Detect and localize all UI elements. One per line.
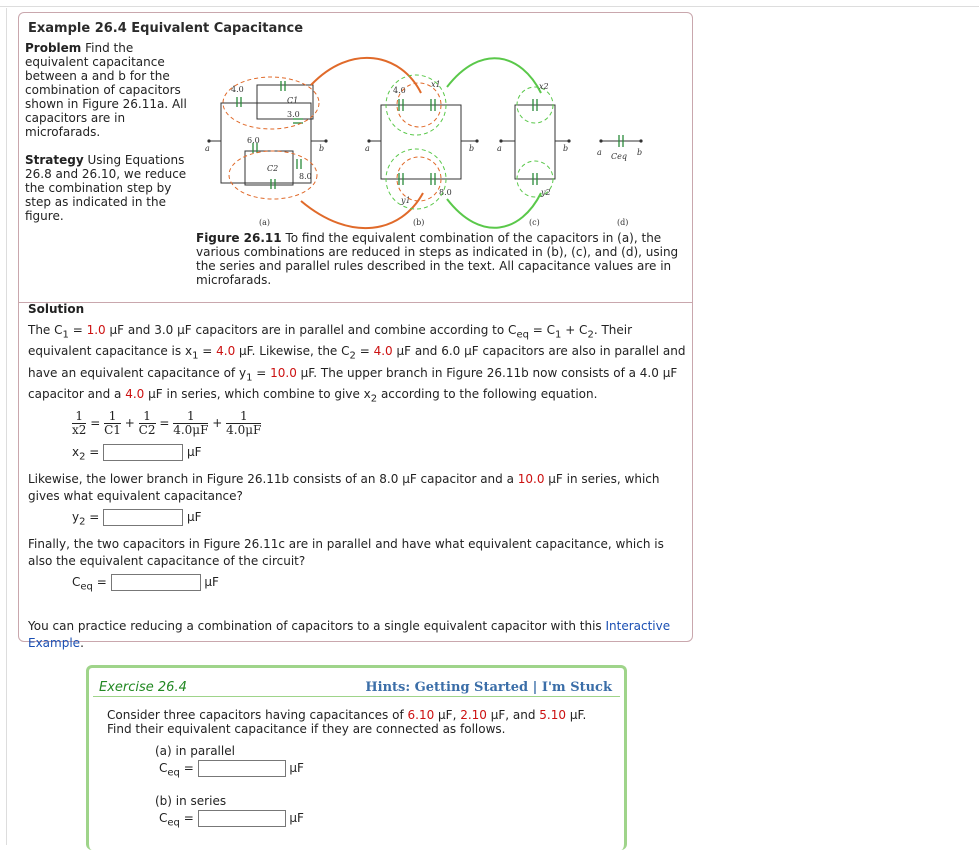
cap-y2-label: y2: [541, 188, 551, 197]
example-title: Example 26.4 Equivalent Capacitance: [28, 21, 304, 36]
eq-term: $\frac{1}{C1}$: [104, 408, 121, 437]
problem-text: Find the equivalent capacitance between a and b for the combination of capacitors shown in Figure 26.11a. All capacitors are in microfarads.: [25, 41, 187, 139]
node-a-label-c: a: [497, 144, 502, 153]
node-dot: [599, 139, 602, 142]
node-dot: [324, 139, 327, 142]
exercise-body: [107, 708, 586, 831]
cap-y1-label: y1: [401, 196, 411, 205]
panel-d-label: (d): [617, 218, 629, 227]
figure-caption: [196, 231, 686, 287]
strategy-text: Using Equations 26.8 and 26.10, we reduce the combination step by step as indicated in the figure.: [25, 153, 187, 223]
x2-input[interactable]: [103, 444, 183, 461]
top-border: [0, 0, 979, 7]
caption-label: Figure 26.11: [196, 231, 282, 245]
node-a-label: a: [205, 144, 210, 153]
cap-c1-label: C1: [287, 96, 299, 105]
problem-label: Problem: [25, 41, 82, 55]
solution-paragraph-3: Finally, the two capacitors in Figure 26.11c are in parallel and have what equivalent capacitance, which is also the equivalent capacitance of the circuit?: [28, 537, 664, 569]
node-dot: [499, 139, 502, 142]
part-a-answer-row: $C_{eq} = \mu F$: [159, 761, 304, 779]
hints-bar: Hints: Getting Started | I'm Stuck: [365, 680, 612, 695]
exercise-box: [86, 665, 627, 850]
solution-title: Solution: [28, 302, 85, 316]
eq-term: $\frac{1}{4.0\mu F}$: [173, 408, 209, 437]
panel-a-label: (a): [259, 218, 271, 227]
example-box: [18, 12, 693, 650]
hints-stuck-link[interactable]: I'm Stuck: [541, 680, 612, 695]
cap-b8-label: 8.0: [439, 188, 452, 197]
x2-answer-row: $x_2 = \mu F$: [72, 444, 202, 462]
part-b-input[interactable]: [198, 810, 286, 827]
node-b-label-b: b: [469, 144, 475, 153]
arrow-y2: [447, 193, 541, 228]
cap-8-label: 8.0: [299, 172, 312, 181]
exercise-title: Exercise 26.4: [99, 680, 187, 695]
solution-section: [28, 301, 688, 652]
node-a-label-d: a: [597, 148, 602, 157]
solution-paragraph-2: Likewise, the lower branch in Figure 26.11b consists of an 8.0 μF capacitor and a 10.0 μF in series, which gives what equivalent capacitance?: [28, 471, 660, 503]
y2-answer-row: $y_2 = \mu F$: [72, 509, 202, 528]
node-a-label-b: a: [365, 144, 370, 153]
node-dot: [475, 139, 478, 142]
node-b-label: b: [319, 144, 325, 153]
caption-text: To find the equivalent combination of the capacitors in (a), the various combinations are reduced in steps as indicated in (b), (c), and (d), using the series and parallel rules described in the text. All capacitance values are in microfarads.: [196, 231, 679, 287]
part-a-input[interactable]: [198, 760, 286, 777]
exercise-prompt-2: Find their equivalent capacitance if they are connected as follows.: [107, 722, 506, 736]
panel-c-label: (c): [529, 218, 540, 227]
problem-strategy-column: [25, 41, 190, 223]
solution-paragraph-1: The $C_1 = 1.0$ μF and 3.0 μF capacitors are in parallel and combine according to $C_{eq} = C_1 + C_2$. Their equivalent capacitance is $x_1 = 4.0$ μF. Likewise, the $C_2 = 4.0$ μF and 6.0 μF capacitors are also in parallel and have an equivalent capacitance of $y_1 = 10.0$ μF. The upper branch in Figure 26.11b now consists of a 4.0 μF capacitor and a 4.0 μF in series, which combine to give $x_2$ according to the following equation.: [28, 323, 686, 405]
cap-c2-label: C2: [267, 164, 279, 173]
part-b-label: (b) in series: [155, 794, 227, 809]
part-a-label: (a) in parallel: [155, 744, 235, 758]
ceq-answer-row: $C_{eq} = \mu F$: [72, 575, 219, 593]
node-dot: [207, 139, 210, 142]
exercise-divider: [93, 696, 620, 697]
cap-x2-label: x2: [539, 82, 549, 91]
eq-term: $\frac{1}{x2}$: [72, 408, 87, 437]
node-dot: [367, 139, 370, 142]
node-b-label-c: b: [563, 144, 569, 153]
eq-term: $\frac{1}{4.0\mu F}$: [226, 408, 262, 437]
cap-4-label: 4.0: [231, 85, 244, 94]
strategy-paragraph: [25, 153, 190, 223]
node-dot: [639, 139, 642, 142]
cap-b4-label: 4.0: [393, 86, 406, 95]
example-problem-section: [19, 37, 692, 303]
arrow-x2: [447, 58, 541, 93]
capacitor-figure: [201, 43, 691, 243]
part-b-answer-row: $C_{eq} = \mu F$: [159, 811, 304, 829]
cap-x1-label: x1: [431, 80, 441, 89]
eq-term: $\frac{1}{C2}$: [138, 408, 156, 437]
cap-ceq-label: Ceq: [611, 152, 627, 161]
left-border: [6, 8, 7, 845]
hints-getting-started-link[interactable]: Hints: Getting Started: [365, 680, 529, 695]
cap-3-label: 3.0: [287, 110, 300, 119]
exercise-prompt: Consider three capacitors having capacitances of 6.10 μF, 2.10 μF, and 5.10 μF.: [107, 708, 587, 722]
strategy-label: Strategy: [25, 153, 84, 167]
y2-input[interactable]: [103, 509, 183, 526]
ceq-input[interactable]: [111, 574, 201, 591]
practice-note: You can practice reducing a combination of capacitors to a single equivalent capacitor with this Interactive Example.: [28, 618, 671, 650]
node-dot: [567, 139, 570, 142]
node-b-label-d: b: [637, 148, 643, 157]
series-equation: $\frac{1}{x2}$ = $\frac{1}{C1}$ + $\frac{1}{C2}$ = $\frac{1}{4.0\mu F}$ + $\frac{1}{4.0\mu F}$: [72, 408, 262, 437]
cap-6-label: 6.0: [247, 136, 260, 145]
interactive-example-link[interactable]: Interactive Example: [28, 618, 671, 650]
problem-paragraph: [25, 41, 190, 139]
panel-b-label: (b): [413, 218, 425, 227]
